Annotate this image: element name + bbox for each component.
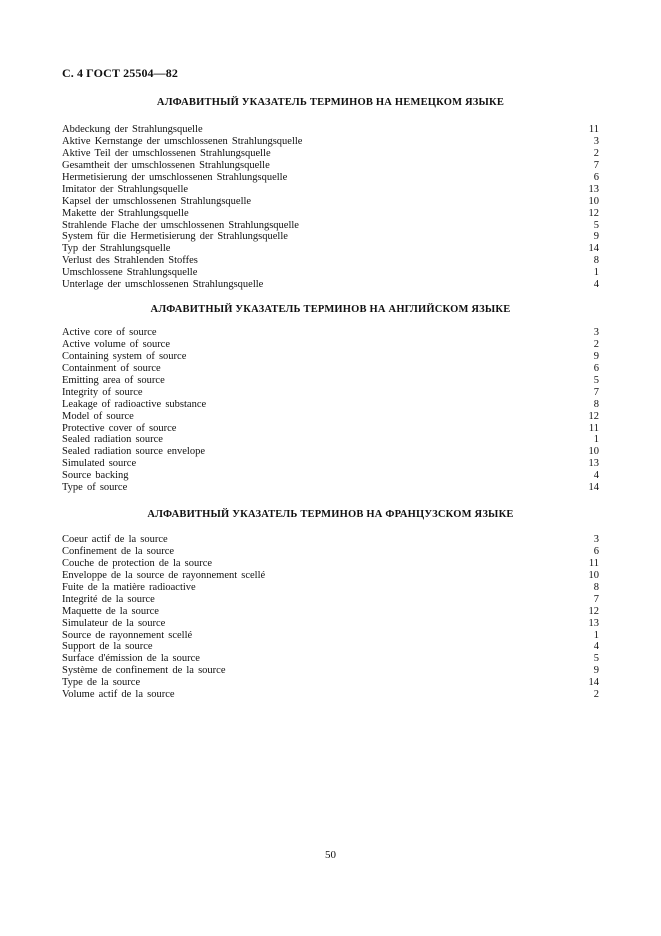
index-entry <box>62 339 599 351</box>
section-title-german: АЛФАВИТНЫЙ УКАЗАТЕЛЬ ТЕРМИНОВ НА НЕМЕЦКОМ ЯЗЫКЕ <box>156 97 505 108</box>
entry-number: 6 <box>593 171 599 183</box>
entry-term: Integrity of source <box>62 386 143 398</box>
index-entry <box>62 399 599 411</box>
index-entry <box>62 665 599 677</box>
index-entry <box>62 677 599 689</box>
section-title-english: АЛФАВИТНЫЙ УКАЗАТЕЛЬ ТЕРМИНОВ НА АНГЛИЙСКОМ ЯЗЫКЕ <box>150 304 511 315</box>
term-list-english <box>62 327 599 494</box>
entry-term: Verlust des Strahlenden Stoffes <box>62 255 198 267</box>
index-entry <box>62 653 599 665</box>
entry-number: 7 <box>593 159 599 171</box>
entry-number: 13 <box>588 458 599 470</box>
entry-number: 7 <box>593 386 599 398</box>
entry-term: Enveloppe de la source de rayonnement scellé <box>62 569 266 581</box>
entry-number: 11 <box>588 124 599 135</box>
index-entry <box>62 630 599 642</box>
entry-term: Sealed radiation source envelope <box>62 446 205 458</box>
index-entry <box>62 243 599 255</box>
entry-number: 13 <box>588 617 599 629</box>
entry-term: Support de la source <box>62 641 153 653</box>
entry-number: 12 <box>588 207 599 219</box>
index-entry <box>62 184 599 196</box>
index-entry <box>62 220 599 232</box>
index-entry <box>62 641 599 653</box>
term-list-french <box>62 534 599 701</box>
entry-number: 6 <box>593 545 599 557</box>
entry-term: Typ der Strahlungsquelle <box>62 243 171 255</box>
entry-term: Hermetisierung der umschlossenen Strahlungsquelle <box>62 171 288 183</box>
entry-term: Confinement de la source <box>62 545 175 557</box>
entry-term: Strahlende Flache der umschlossenen Strahlungsquelle <box>62 219 299 231</box>
page-number: 50 <box>325 849 336 861</box>
entry-term: Active core of source <box>62 327 157 338</box>
entry-number: 11 <box>588 422 599 434</box>
entry-term: Coeur actif de la source <box>62 534 168 545</box>
entry-number: 11 <box>588 557 599 569</box>
entry-number: 4 <box>593 641 599 653</box>
entry-term: Leakage of radioactive substance <box>62 398 207 410</box>
entry-number: 3 <box>593 135 599 147</box>
entry-number: 3 <box>593 534 599 545</box>
entry-term: Simulated source <box>62 458 137 470</box>
entry-number: 5 <box>593 219 599 231</box>
entry-number: 6 <box>593 362 599 374</box>
entry-term: Volume actif de la source <box>62 689 175 701</box>
index-entry <box>62 208 599 220</box>
entry-term: Système de confinement de la source <box>62 665 226 677</box>
index-entry <box>62 606 599 618</box>
entry-term: Gesamtheit der umschlossenen Strahlungsquelle <box>62 159 270 171</box>
index-entry <box>62 148 599 160</box>
entry-number: 8 <box>593 398 599 410</box>
entry-term: Sealed radiation source <box>62 434 163 446</box>
entry-term: Fuite de la matière radioactive <box>62 581 196 593</box>
entry-term: Umschlossene Strahlungsquelle <box>62 267 198 279</box>
index-entry <box>62 570 599 582</box>
entry-number: 9 <box>593 665 599 677</box>
index-entry <box>62 411 599 423</box>
index-entry <box>62 267 599 279</box>
entry-number: 1 <box>593 629 599 641</box>
entry-number: 9 <box>593 231 599 243</box>
index-entry <box>62 136 599 148</box>
entry-number: 2 <box>593 689 599 701</box>
entry-term: Aktive Kernstange der umschlossenen Strahlungsquelle <box>62 135 303 147</box>
index-entry <box>62 470 599 482</box>
entry-number: 10 <box>588 195 599 207</box>
index-entry <box>62 124 599 136</box>
entry-number: 10 <box>588 569 599 581</box>
index-entry <box>62 594 599 606</box>
index-entry <box>62 582 599 594</box>
entry-term: Type of source <box>62 482 128 494</box>
index-entry <box>62 482 599 494</box>
index-entry <box>62 423 599 435</box>
entry-number: 5 <box>593 374 599 386</box>
index-entry <box>62 375 599 387</box>
index-entry <box>62 255 599 267</box>
index-entry <box>62 231 599 243</box>
index-entry <box>62 534 599 546</box>
entry-term: System für die Hermetisierung der Strahlungsquelle <box>62 231 288 243</box>
index-entry <box>62 558 599 570</box>
entry-term: Simulateur de la source <box>62 617 166 629</box>
index-entry <box>62 546 599 558</box>
entry-term: Containing system of source <box>62 350 187 362</box>
entry-number: 13 <box>588 183 599 195</box>
entry-number: 9 <box>593 350 599 362</box>
index-entry <box>62 446 599 458</box>
entry-term: Emitting area of source <box>62 374 165 386</box>
entry-term: Protective cover of source <box>62 422 177 434</box>
entry-term: Type de la source <box>62 677 141 689</box>
section-title-french: АЛФАВИТНЫЙ УКАЗАТЕЛЬ ТЕРМИНОВ НА ФРАНЦУЗСКОМ ЯЗЫКЕ <box>147 509 514 520</box>
index-entry <box>62 689 599 701</box>
entry-number: 4 <box>593 279 599 291</box>
index-entry <box>62 160 599 172</box>
entry-term: Couche de protection de la source <box>62 557 213 569</box>
entry-term: Kapsel der umschlossenen Strahlungsquelle <box>62 195 252 207</box>
entry-term: Active volume of source <box>62 338 171 350</box>
entry-term: Integrité de la source <box>62 593 155 605</box>
index-entry <box>62 351 599 363</box>
entry-number: 2 <box>593 147 599 159</box>
entry-term: Source backing <box>62 470 129 482</box>
entry-number: 8 <box>593 255 599 267</box>
entry-term: Makette der Strahlungsquelle <box>62 207 189 219</box>
entry-term: Unterlage der umschlossenen Strahlungsquelle <box>62 279 264 291</box>
entry-term: Containment of source <box>62 362 161 374</box>
entry-number: 3 <box>593 327 599 338</box>
index-entry <box>62 196 599 208</box>
entry-number: 14 <box>588 243 599 255</box>
index-entry <box>62 327 599 339</box>
entry-number: 8 <box>593 581 599 593</box>
entry-number: 12 <box>588 605 599 617</box>
entry-number: 12 <box>588 410 599 422</box>
entry-term: Aktive Teil der umschlossenen Strahlungsquelle <box>62 147 271 159</box>
index-entry <box>62 172 599 184</box>
entry-number: 10 <box>588 446 599 458</box>
index-entry <box>62 279 599 291</box>
entry-number: 14 <box>588 677 599 689</box>
entry-number: 2 <box>593 338 599 350</box>
index-entry <box>62 618 599 630</box>
entry-number: 4 <box>593 470 599 482</box>
entry-number: 1 <box>593 434 599 446</box>
index-entry <box>62 458 599 470</box>
entry-term: Surface d'émission de la source <box>62 653 200 665</box>
term-list-german <box>62 124 599 291</box>
entry-number: 7 <box>593 593 599 605</box>
index-entry <box>62 363 599 375</box>
entry-term: Source de rayonnement scellé <box>62 629 193 641</box>
entry-term: Maquette de la source <box>62 605 159 617</box>
index-entry <box>62 387 599 399</box>
page-header: С. 4 ГОСТ 25504—82 <box>62 66 178 80</box>
entry-term: Imitator der Strahlungsquelle <box>62 183 189 195</box>
entry-number: 1 <box>593 267 599 279</box>
entry-term: Model of source <box>62 410 134 422</box>
entry-number: 14 <box>588 482 599 494</box>
entry-number: 5 <box>593 653 599 665</box>
index-entry <box>62 434 599 446</box>
entry-term: Abdeckung der Strahlungsquelle <box>62 124 203 135</box>
